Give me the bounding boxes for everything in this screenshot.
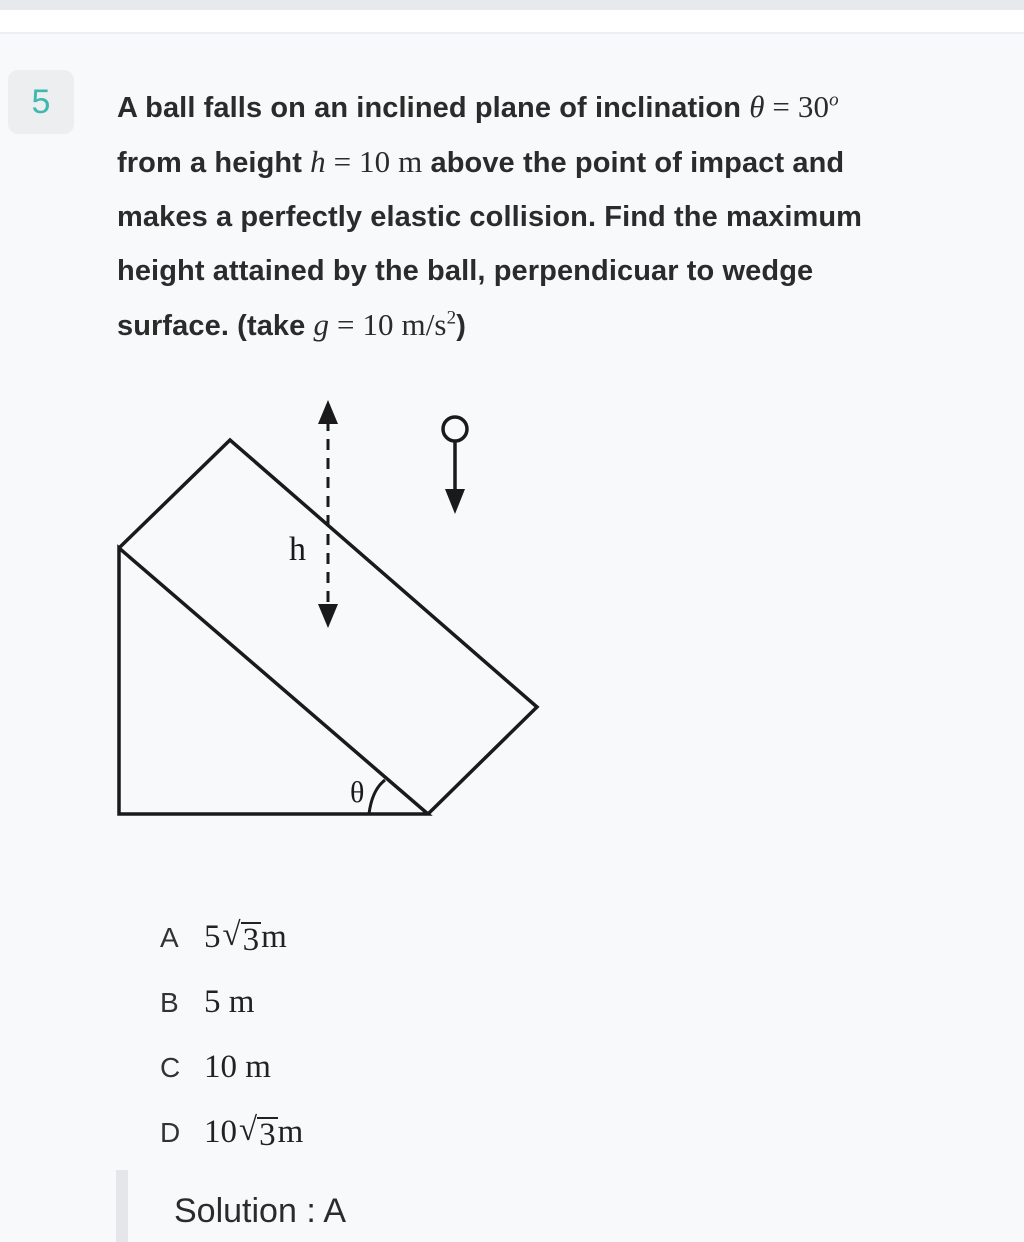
option-a-value: 5 √ 3 m (204, 916, 287, 958)
option-d-value: 10 √ 3 m (204, 1111, 304, 1153)
question-number: 5 (31, 82, 51, 121)
question-line-2: from a height h = 10 m above the point of impact and (117, 144, 845, 179)
answer-options (160, 905, 303, 1165)
solution-accent-bar (116, 1170, 128, 1242)
height-expression: h = 10 m (310, 144, 423, 179)
height-arrow-down-icon (318, 604, 338, 628)
height-arrow-up-icon (318, 400, 338, 424)
question-line-4: height attained by the ball, perpendicuar to wedge (117, 255, 814, 287)
theta-expression: $\theta = 30^o$ (749, 89, 839, 124)
option-a[interactable] (160, 905, 303, 970)
gravity-expression: g = 10 $m/s^2$ (313, 307, 457, 342)
question-line-5: surface. (take g = 10 $m/s^2$) (117, 307, 466, 342)
height-label: h (289, 531, 306, 568)
option-b[interactable] (160, 970, 303, 1035)
option-b-letter: B (160, 986, 179, 1018)
solution-label: Solution : (174, 1192, 324, 1230)
option-c-letter: C (160, 1051, 181, 1083)
option-a-letter: A (160, 921, 179, 953)
option-d[interactable] (160, 1100, 303, 1165)
solution-answer: A (323, 1192, 347, 1230)
solution (174, 1192, 346, 1231)
ball-icon (443, 417, 467, 441)
angle-arc (369, 780, 385, 814)
question-line-3: makes a perfectly elastic collision. Find the maximum (117, 201, 863, 233)
option-d-letter: D (160, 1116, 181, 1148)
fall-arrow-head-icon (445, 489, 465, 514)
option-c[interactable] (160, 1035, 303, 1100)
question-line-1: A ball falls on an inclined plane of inclination $\theta = 30^o$ (117, 89, 839, 124)
sqrt-icon: √ 3 (239, 1111, 276, 1153)
wedge-triangle (119, 548, 428, 814)
sqrt-icon: √ 3 (222, 916, 260, 958)
option-c-value: 10 m (204, 1049, 271, 1085)
angle-label: θ (350, 776, 365, 809)
option-b-value: 5 m (204, 984, 255, 1020)
